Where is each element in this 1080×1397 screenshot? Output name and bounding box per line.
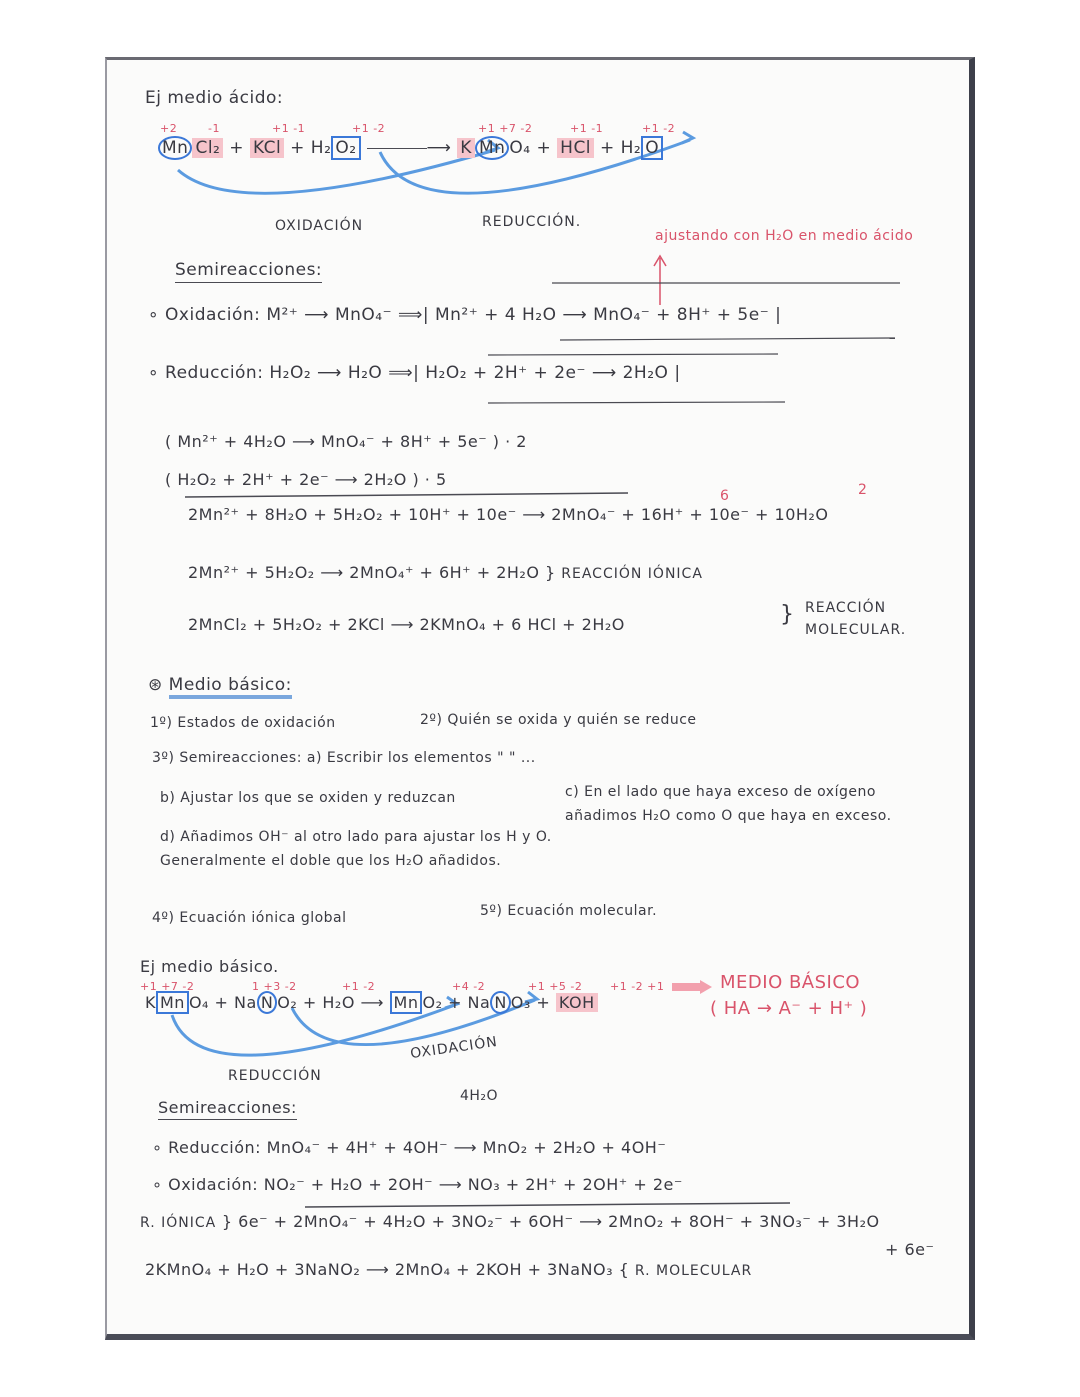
- molecular-label-1: REACCIÓN: [805, 600, 887, 616]
- step-2: 2º) Quién se oxida y quién se reduce: [420, 712, 697, 728]
- acid-example-title: Ej medio ácido:: [145, 88, 284, 108]
- reduction-semireaction: ∘ Reducción: H₂O₂ ⟶ H₂O ⟹| H₂O₂ + 2H⁺ + 2e⁻ ⟶ 2H₂O |: [148, 363, 681, 383]
- basic-example-title: Ej medio básico.: [140, 957, 279, 976]
- molecular-label-2: MOLECULAR.: [805, 622, 907, 638]
- oxidation-semireaction: ∘ Oxidación: M²⁺ ⟶ MnO₄⁻ ⟹| Mn²⁺ + 4 H₂O ⟶ MnO₄⁻ + 8H⁺ + 5e⁻ |: [148, 305, 782, 325]
- sum-line: 2Mn²⁺ + 8H₂O + 5H₂O₂ + 10H⁺ + 10e⁻ ⟶ 2MnO₄⁻ + 16H⁺ + 10e⁻ + 10H₂O: [188, 505, 829, 524]
- step-3c: c) En el lado que haya exceso de oxígeno añadimos H₂O como O que haya en exceso.: [565, 784, 892, 824]
- semireactions-title-acid: Semireacciones:: [175, 260, 322, 280]
- correction-6: 6: [720, 488, 730, 504]
- step-5: 5º) Ecuación molecular.: [480, 903, 658, 919]
- reduction-arrow-label-basic: REDUCCIÓN: [228, 1068, 322, 1084]
- correction-2: 2: [858, 482, 868, 498]
- semireactions-title-basic: Semireacciones:: [158, 1098, 297, 1117]
- step-1: 1º) Estados de oxidación: [150, 715, 336, 731]
- reduction-arrow-label: REDUCCIÓN.: [482, 214, 582, 230]
- ionic-continuation: + 6e⁻: [885, 1240, 935, 1259]
- step-4: 4º) Ecuación iónica global: [152, 910, 347, 926]
- acid-equation: Mn Cl₂ + KCl + H₂ O₂ ⟶ K Mn O₄ + HCl + H₂ O: [158, 138, 663, 158]
- brace: }: [780, 602, 795, 627]
- oxidation-arrow-label: OXIDACIÓN: [275, 218, 364, 234]
- medium-basic-formula: ( HA → A⁻ + H⁺ ): [710, 998, 868, 1019]
- multiplied-oxidation: ( Mn²⁺ + 4H₂O ⟶ MnO₄⁻ + 8H⁺ + 5e⁻ ) · 2: [165, 432, 527, 451]
- step-3d: d) Añadimos OH⁻ al otro lado para ajustar los H y O. Generalmente el doble que los H₂O añadidos.: [160, 829, 552, 869]
- medium-basic-note: MEDIO BÁSICO: [720, 972, 861, 993]
- reduction-semireaction-basic: ∘ Reducción: MnO₄⁻ + 4H⁺ + 4OH⁻ ⟶ MnO₂ + 2H₂O + 4OH⁻: [152, 1138, 667, 1157]
- ionic-reaction-basic: R. IÓNICA } 6e⁻ + 2MnO₄⁻ + 4H₂O + 3NO₂⁻ + 6OH⁻ ⟶ 2MnO₂ + 8OH⁻ + 3NO₃⁻ + 3H₂O: [140, 1212, 880, 1231]
- oxidation-arrow-label-basic: OXIDACIÓN: [409, 1033, 499, 1063]
- ionic-reaction-acid: 2Mn²⁺ + 5H₂O₂ ⟶ 2MnO₄⁺ + 6H⁺ + 2H₂O } REACCIÓN IÓNICA: [188, 563, 703, 582]
- basic-section-title: ⊛ Medio básico:: [148, 675, 292, 695]
- multiplied-reduction: ( H₂O₂ + 2H⁺ + 2e⁻ ⟶ 2H₂O ) · 5: [165, 470, 447, 489]
- adjust-annotation: ajustando con H₂O en medio ácido: [655, 228, 914, 244]
- molecular-reaction-acid: 2MnCl₂ + 5H₂O₂ + 2KCl ⟶ 2KMnO₄ + 6 HCl + 2H₂O: [188, 615, 625, 634]
- oxidation-semireaction-basic: ∘ Oxidación: NO₂⁻ + H₂O + 2OH⁻ ⟶ NO₃ + 2H⁺ + 2OH⁺ + 2e⁻: [152, 1175, 683, 1194]
- over-note-4h2o: 4H₂O: [460, 1088, 499, 1104]
- step-3: 3º) Semireacciones: a) Escribir los elementos " " ...: [152, 750, 536, 766]
- step-3b: b) Ajustar los que se oxiden y reduzcan: [160, 790, 456, 806]
- basic-equation: K Mn O₄ + Na N O₂ + H₂O ⟶ Mn O₂ + Na N O₃ + KOH: [145, 993, 598, 1012]
- molecular-reaction-basic: 2KMnO₄ + H₂O + 3NaNO₂ ⟶ 2MnO₄ + 2KOH + 3NaNO₃ { R. MOLECULAR: [145, 1260, 753, 1279]
